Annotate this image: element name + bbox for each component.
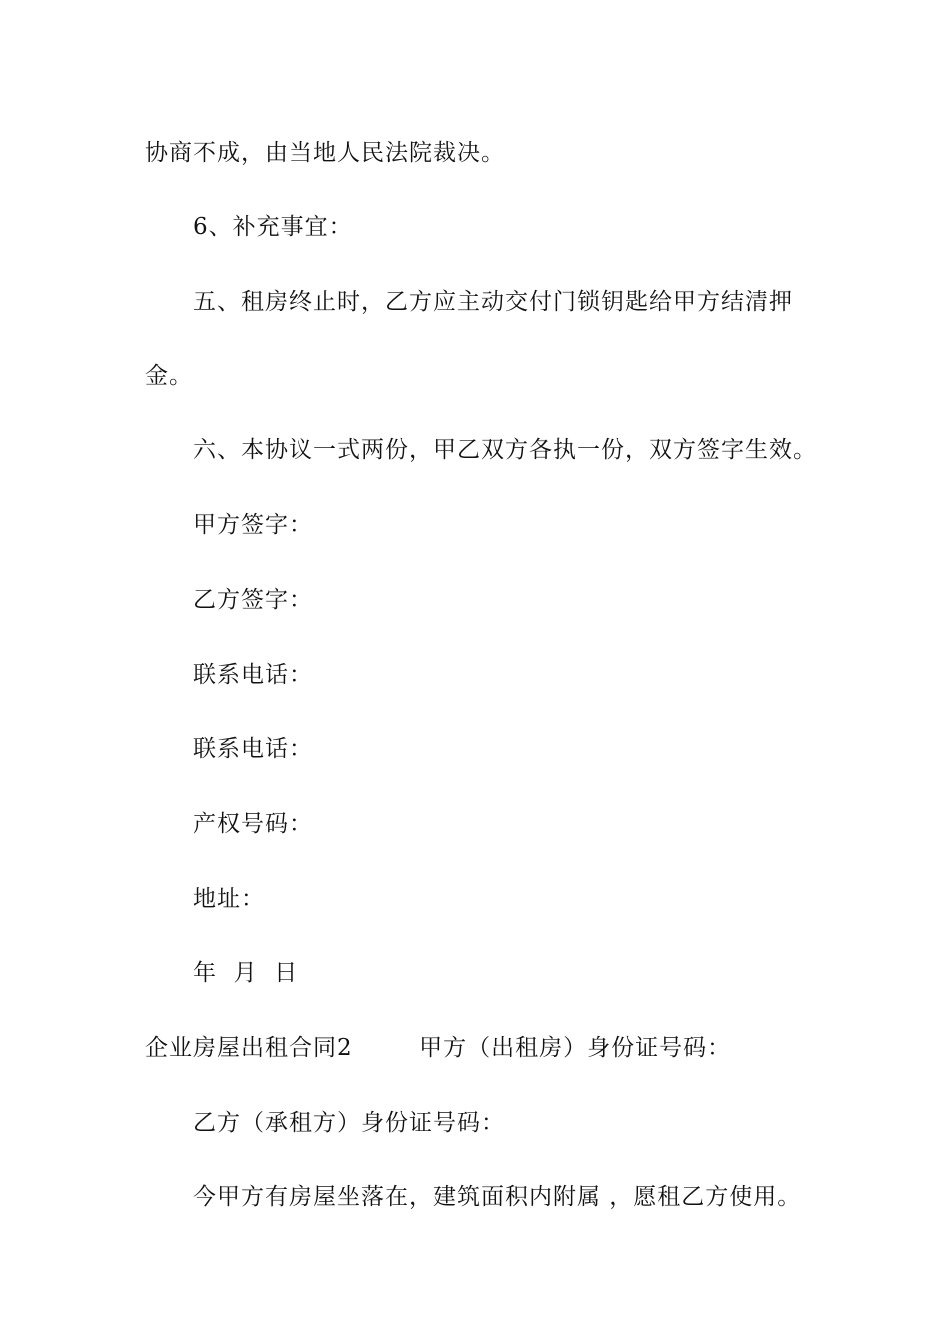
property-number-label: 产权号码： — [193, 811, 313, 837]
contact-phone-label: 联系电话： — [193, 662, 313, 688]
signature-label-party-a: 甲方签字： — [193, 512, 313, 538]
party-b-id-label: 乙方（承租方）身份证号码： — [193, 1110, 505, 1136]
paragraph-line: 金。 — [145, 363, 193, 389]
contract-heading-line: 企业房屋出租合同2 甲方（出租房）身份证号码： — [145, 1035, 732, 1061]
paragraph-line: 协商不成，由当地人民法院裁决。 — [145, 140, 505, 166]
contact-phone-label: 联系电话： — [193, 736, 313, 762]
paragraph-line: 6、补充事宜： — [193, 214, 353, 240]
signature-label-party-b: 乙方签字： — [193, 587, 313, 613]
paragraph-line: 今甲方有房屋坐落在，建筑面积内附属 ，愿租乙方使用。 — [193, 1184, 802, 1210]
paragraph-line: 五、租房终止时，乙方应主动交付门锁钥匙给甲方结清押 — [193, 289, 793, 315]
paragraph-line: 六、本协议一式两份，甲乙双方各执一份，双方签字生效。 — [193, 437, 817, 463]
date-label: 年 月 日 — [193, 960, 299, 986]
address-label: 地址： — [193, 886, 265, 912]
